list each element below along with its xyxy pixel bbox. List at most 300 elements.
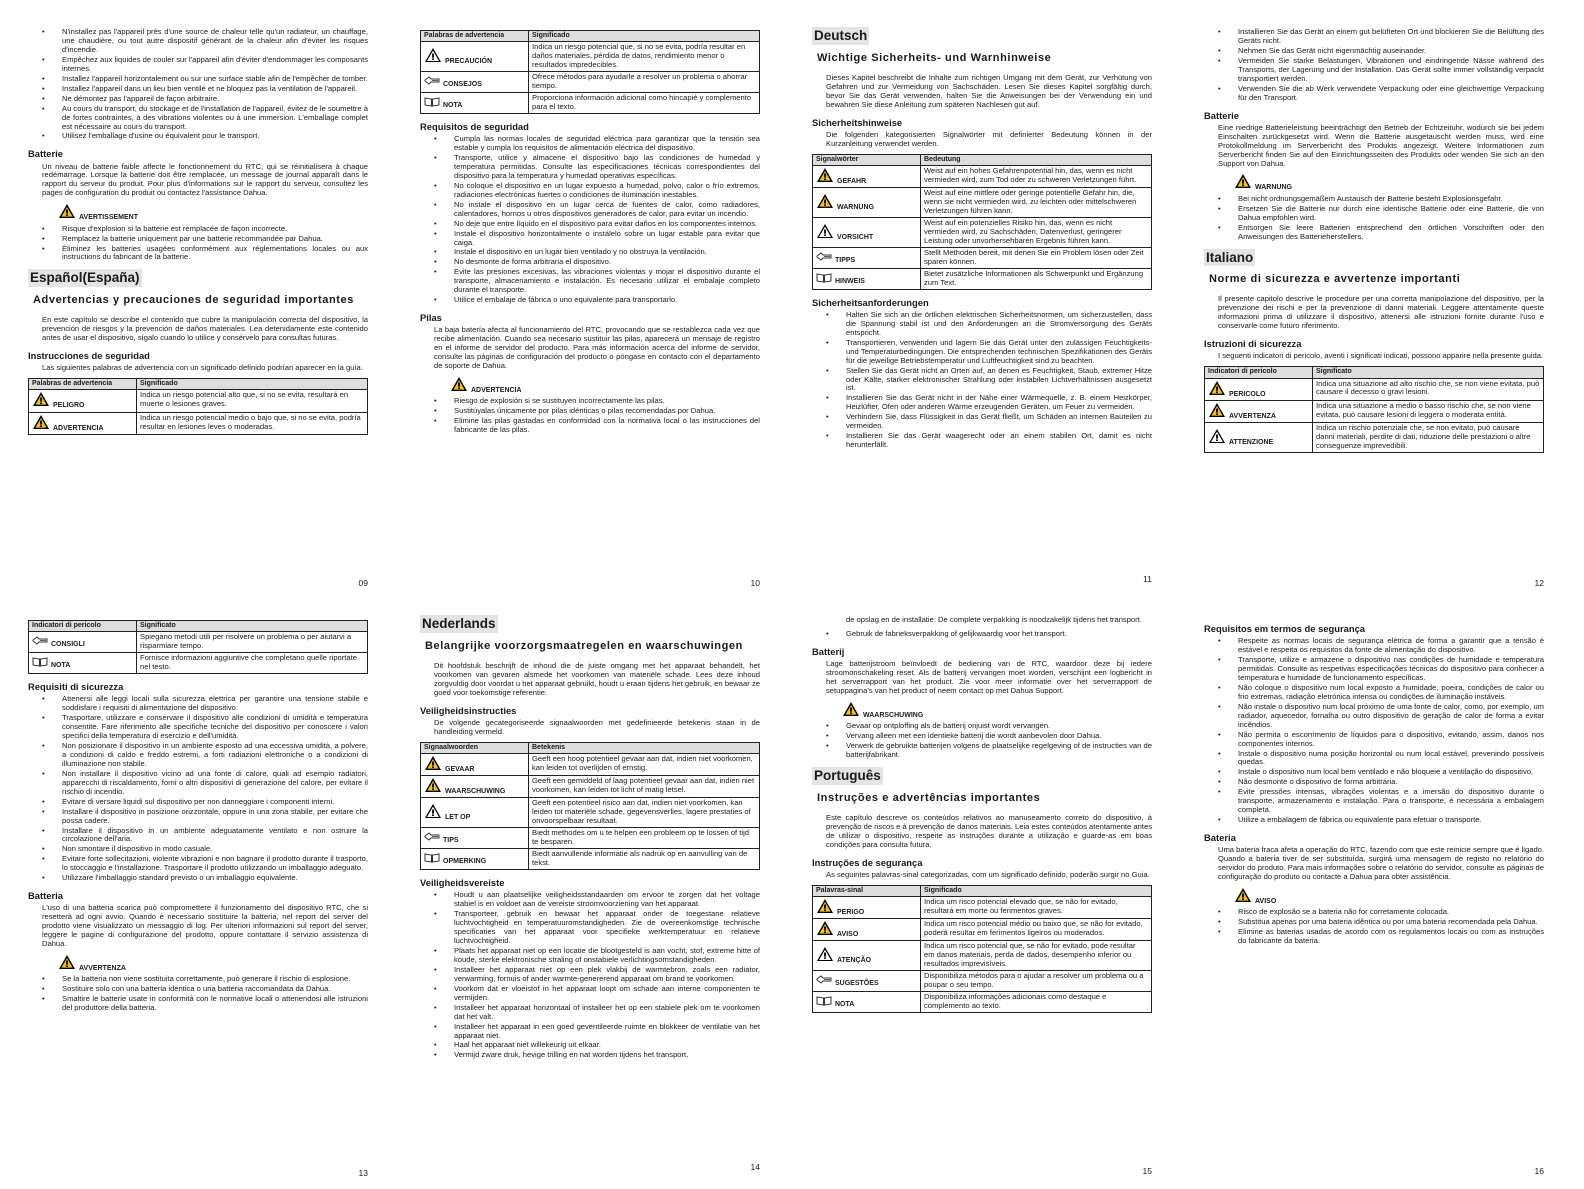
bullet-list <box>420 135 760 305</box>
signal-word-label: WAARSCHUWING <box>445 788 506 796</box>
danger-icon <box>816 898 834 917</box>
signal-word <box>816 898 917 917</box>
list-item: • Elimine las pilas gastadas en conformidad con la normativa local o las instrucciones del fabricante de las pilas. <box>420 417 760 435</box>
signal-word <box>32 635 133 649</box>
header-signal-word: Palabras de advertencia <box>29 379 137 390</box>
tips-icon <box>424 831 440 845</box>
list-item: • N'installez pas l'appareil près d'une source de chaleur telle qu'un radiateur, un chauffage, une chaudière, ou tout autre dispositif générant de la chaleur afin d'éviter les risques d'incendie. <box>28 28 368 55</box>
list-item: • No desmonte de forma arbitraria el dispositivo. <box>420 258 760 267</box>
list-item: • Installieren Sie das Gerät an einem gut belüfteten Ort und blockieren Sie die Belüftung des Geräts nicht. <box>1204 28 1544 46</box>
chapter-title: Norme di sicurezza e avvertenze importanti <box>1209 273 1461 286</box>
section-heading: Requisitos em termos de segurança <box>1204 623 1365 634</box>
header-meaning: Significado <box>529 31 760 42</box>
page-11 <box>812 24 1152 584</box>
bullet-list <box>28 695 368 883</box>
signal-word <box>816 272 917 286</box>
table-row <box>813 919 1152 941</box>
section-heading: Batteria <box>28 890 63 902</box>
list-item: • Installez l'appareil dans un lieu bien ventilé et ne bloquez pas la ventilation de l'appareil. <box>28 85 368 94</box>
paragraph: Il presente capitolo descrive le procedure per una corretta manipolazione del dispositivo, per la prevenzione dei rischi e per la prevenzione di danni materiali. Leggere attentamente queste informazioni prima di utilizzare il dispositivo, attenersi alle istruzioni fornite durante l'uso e conservarle come futuro riferimento. <box>1218 294 1544 331</box>
signal-word-cell <box>421 93 529 114</box>
signal-word <box>424 47 525 66</box>
list-item: • No deje que entre líquido en el dispositivo para evitar daños en los componentes internos. <box>420 220 760 229</box>
page-16 <box>1204 616 1544 1176</box>
table-row <box>421 828 760 849</box>
signal-word <box>424 777 525 796</box>
meaning-cell: Weist auf ein potenzielles Risiko hin, das, wenn es nicht vermieden wird, zu Sachschäden, Datenverlust, geringerer Leistung oder unvorhersehbaren Ergebnis führen kann. <box>921 218 1152 248</box>
section-heading: Pilas <box>420 312 442 324</box>
list-item: • Verwenden Sie die ab Werk verwendete Verpackung oder eine gleichwertige Verpackung für den Transport. <box>1204 85 1544 103</box>
section-heading: Batterie <box>1204 109 1239 121</box>
tips-icon <box>424 75 440 89</box>
meaning-cell: Bietet zusätzliche Informationen als Schwerpunkt und Ergänzung zum Text. <box>921 268 1152 289</box>
list-item: • Ersetzen Sie die Batterie nur durch eine identische Batterie oder eine Batterie, die von Dahua empfohlen wird. <box>1204 205 1544 223</box>
list-item: • Houdt u aan plaatselijke veiligheidsstandaarden om ervoor te zorgen dat het voltage stabiel is en voldoet aan de vereiste stroomvoorziening van het apparaat. <box>420 891 760 909</box>
signal-word-table <box>812 885 1152 1013</box>
signal-word-cell <box>29 412 137 434</box>
meaning-cell: Indica una situazione a medio o basso rischio che, se non viene evitata, può causare lesioni di leggera o moderata entità. <box>1313 400 1544 422</box>
paragraph: I seguenti indicatori di pericolo, aventi i significati indicati, possono apparire nella presente guida. <box>1218 351 1544 361</box>
section-heading: Sicherheitsanforderungen <box>812 296 929 308</box>
signal-word <box>1208 380 1309 399</box>
list-item: • Verhindern Sie, dass Flüssigkeit in das Gerät fließt, um Schäden an internen Bauteilen zu vermeiden. <box>812 413 1152 431</box>
header-meaning: Betekenis <box>529 742 760 753</box>
paragraph: Dit hoofdstuk beschrijft de inhoud die de juiste omgang met het apparaat behandelt, het voorkomen van gevaren alsmede het voorkomen van materiële schade. Lees deze inhoud zorgvuldig door voordat u het apparaat gebruikt, houdt u eraan tijdens het gebruik, en bewaar ze goed voor toekomstige referentie. <box>434 660 760 697</box>
signal-word-table <box>1204 366 1544 453</box>
table-row <box>813 971 1152 992</box>
language-heading-row <box>1204 246 1544 272</box>
meaning-cell: Proporciona información adicional como hincapié y complemento para el texto. <box>529 93 760 114</box>
table-row <box>421 753 760 775</box>
warning-icon <box>816 193 834 212</box>
list-item: • Instale el dispositivo en un lugar bien ventilado y no obstruya la ventilación. <box>420 248 760 257</box>
caution-icon <box>424 47 442 66</box>
page-number: 15 <box>1142 1165 1152 1176</box>
list-item: • Evitare forte sollecitazioni, violente vibrazioni e non bagnare il prodotto durante il trasporto, lo stoccaggio e l'installazione. Trasportare il prodotto utilizzando un imballaggio adeguato. <box>28 855 368 873</box>
list-item: • Instale el dispositivo horizontalmente o instálelo sobre un lugar estable para evitar que caiga. <box>420 230 760 248</box>
signal-word-label: PERIGO <box>837 908 865 916</box>
language-heading-row <box>28 266 368 292</box>
list-item: • Empêchez aux liquides de couler sur l'appareil afin d'éviter d'endommager les composants internes. <box>28 56 368 74</box>
paragraph: Las siguientes palabras de advertencia con un significado definido podrían aparecer en la guía. <box>42 363 363 373</box>
bullet-list <box>1204 28 1544 103</box>
header-signal-word: Palavras-sinal <box>813 885 921 896</box>
list-item: • Non smontare il dispositivo in modo casuale. <box>28 845 368 854</box>
table-row <box>421 798 760 828</box>
list-item: • Utilice el embalaje de fábrica o uno equivalente para transportarlo. <box>420 296 760 305</box>
signal-word <box>424 755 525 774</box>
page-14 <box>420 612 760 1172</box>
signal-word-cell <box>813 896 921 918</box>
signal-word-label: TIPPS <box>835 256 856 264</box>
meaning-cell: Fornisce informazioni aggiuntive che completano quelle riportate nel testo. <box>137 653 368 674</box>
paragraph: La baja batería afecta al funcionamiento del RTC, provocando que se restablezca cada vez que recibe alimentación. Cuando sea necesario sustituir las pilas, aparecerá un mensaje de registro en el informe de servidor del producto. Para más información acerca del informe de servidor, consulte las páginas de configuración del producto o póngase en contacto con el departamento de soporte de Dahua. <box>434 325 760 371</box>
warning-callout <box>842 701 1152 720</box>
list-item: • Utilisez l'emballage d'usine ou équivalent pour le transport. <box>28 132 368 141</box>
list-item: • Remplacez la batterie uniquement par une batterie recommandée par Dahua. <box>28 235 368 244</box>
bullet-list <box>1204 908 1544 946</box>
language-heading: Português <box>814 767 881 783</box>
paragraph: L'uso di una batteria scarica può compromettere il funzionamento del dispositivo RTC, che si resetterà ad ogni avvio. Quando è necessario sostituire la batteria, nel report del server del prodotto viene visualizzato un messaggio di log. Per ulteriori informazioni sul report del server, leggere le pagine di configurazione del prodotto, oppure contattare il servizio assistenza di Dahua. <box>42 903 368 949</box>
table-row <box>29 412 368 434</box>
signal-word-cell <box>421 798 529 828</box>
list-item: • Installieren Sie das Gerät waagerecht oder an einem stabilen Ort, damit es nicht herunterfällt. <box>812 432 1152 450</box>
header-meaning: Significado <box>921 885 1152 896</box>
signal-word-label: ATENÇÃO <box>837 957 872 965</box>
table-row <box>813 188 1152 218</box>
list-item: • Au cours du transport, du stockage et de l'installation de l'appareil, évitez de le soumettre à de fortes contraintes, à des vibrations violentes ou à une immersion. L'emballage complet est nécessaire au cours du transport. <box>28 105 368 132</box>
list-item: • Instale o dispositivo num local bem ventilado e não bloqueie a ventilação do dispositivo. <box>1204 768 1544 777</box>
warning-callout <box>1234 173 1544 192</box>
page-body <box>1204 623 1544 946</box>
page-body <box>420 30 760 435</box>
signal-word-cell <box>813 941 921 971</box>
signal-word-label: ATTENZIONE <box>1229 438 1274 446</box>
list-item: • Cumpla las normas locales de seguridad eléctrica para garantizar que la tensión sea estable y cumpla los requisitos de alimentación eléctrica del dispositivo. <box>420 135 760 153</box>
warning-icon <box>450 376 468 395</box>
language-heading-row <box>812 24 1152 50</box>
list-item: • Plaats het apparaat niet op een locatie die blootgesteld is aan vocht, stof, extreme hitte of koude, sterke elektronische straling of onstabiele verlichtingsomstandigheden. <box>420 947 760 965</box>
signal-word-cell <box>29 390 137 412</box>
list-item: • Trasportare, utilizzare e conservare il dispositivo alle condizioni di umidità e temperatura consentite. Fare riferimento alle specifiche tecniche del dispositivo per conoscere i valori specifici della temperatura di esercizio e dell'umidità. <box>28 714 368 741</box>
language-heading-row <box>420 612 760 638</box>
list-item: • Ne démontez pas l'appareil de façon arbitraire. <box>28 95 368 104</box>
signal-word-label: HINWEIS <box>835 277 865 285</box>
list-item: • Installez l'appareil horizontalement ou sur une surface stable afin de l'empêcher de tomber. <box>28 75 368 84</box>
paragraph: Dieses Kapitel beschreibt die Inhalte zum richtigen Umgang mit dem Gerät, zur Verhütung von Gefahren und zur Vermeidung von Sachschäden. Lesen Sie dieses Kapitel sorgfältig durch, bevor Sie das Gerät verwenden, halten Sie die Anweisungen bei der Verwendung ein und bewahren Sie diese Anleitung zum späteren Nachlesen gut auf. <box>826 72 1152 109</box>
bullet-list <box>28 225 368 263</box>
signal-word-label: NOTA <box>443 101 463 109</box>
list-item: • Installeer het apparaat niet op een plek vlakbij de warmtebron, zoals een radiator, verwarming, fornuis of ander warmte-genererend apparaat om brand te voorkomen. <box>420 966 760 984</box>
warning-icon <box>58 954 76 973</box>
signal-word-label: AVISO <box>837 931 859 939</box>
table-row <box>813 218 1152 248</box>
warning-callout <box>58 954 368 973</box>
list-item: • Vermijd zware druk, hevige trilling en nat worden tijdens het transport, <box>420 1051 760 1060</box>
section-heading: Requisitos de seguridad <box>420 120 529 132</box>
signal-word-cell <box>1205 400 1313 422</box>
caution-icon <box>1208 428 1226 447</box>
signal-word <box>424 831 525 845</box>
page-number: 09 <box>358 577 368 588</box>
page-13 <box>28 618 368 1178</box>
list-item: • Gebruik de fabrieksverpakking of gelijkwaardig voor het transport. <box>812 630 1152 639</box>
signal-word-cell <box>29 653 137 674</box>
signal-word-cell <box>813 919 921 941</box>
warning-label: ADVERTENCIA <box>471 387 522 395</box>
table-header-row <box>1205 367 1544 378</box>
meaning-cell: Indica un rischio potenziale che, se non evitato, può causare danni materiali, perdite di dati, riduzione delle prestazioni o altre conseguenze imprevedibili. <box>1313 423 1544 453</box>
list-item: • Riesgo de explosión si se sustituyen incorrectamente las pilas. <box>420 397 760 406</box>
table-row <box>29 632 368 653</box>
page-body <box>1204 28 1544 453</box>
signal-word <box>424 803 525 822</box>
signal-word <box>816 974 917 988</box>
signal-word-label: VORSICHT <box>837 233 874 241</box>
warning-icon <box>1234 173 1252 192</box>
list-item: • Risque d'explosion si la batterie est remplacée de façon incorrecte. <box>28 225 368 234</box>
list-item: • Entsorgen Sie leere Batterien entsprechend den örtlichen Vorschriften oder den Anweisungen des Batterieherstellers. <box>1204 224 1544 242</box>
signal-word-label: ADVERTENCIA <box>53 424 104 432</box>
signal-word <box>32 656 133 670</box>
bullet-list <box>28 975 368 1013</box>
signal-word <box>816 223 917 242</box>
signal-word <box>32 391 133 410</box>
list-item: • Bei nicht ordnungsgemäßem Austausch der Batterie besteht Explosionsgefahr. <box>1204 195 1544 204</box>
list-item: • Vervang alleen met een identieke batterij die wordt aanbevolen door Dahua. <box>812 732 1152 741</box>
signal-word-label: WARNUNG <box>837 204 874 211</box>
paragraph: En este capítulo se describe el contenido que cubre la manipulación correcta del dispositivo, la prevención de riesgos y la prevención de daños materiales. Lea detenidamente este contenido antes de usar el dispositivo, sígalo cuando lo utilice y consérvelo para consultas futuras. <box>42 315 368 343</box>
section-heading: Sicherheitshinweise <box>812 116 903 128</box>
page-body <box>812 616 1152 1013</box>
table-row <box>421 42 760 72</box>
list-item: • Installeer het apparaat horizontaal of installeer het op een stabiele plek om te voorkomen dat het valt. <box>420 1004 760 1022</box>
section-heading: Batterij <box>812 645 845 657</box>
signal-word-label: NOTA <box>835 1000 855 1008</box>
table-row <box>29 653 368 674</box>
header-signal-word: Signaalwoorden <box>421 742 529 753</box>
list-item: • Halten Sie sich an die örtlichen elektrischen Sicherheitsnormen, um sicherzustellen, dass die Spannung stabil ist und den Anforderungen an die Stromversorgung des Geräts entspricht. <box>812 311 1152 338</box>
note-icon <box>424 96 440 110</box>
signal-word-cell <box>421 776 529 798</box>
list-item: • Attenersi alle leggi locali sulla sicurezza elettrica per garantire una tensione stabile e soddisfare i requisiti di alimentazione del dispositivo. <box>28 695 368 713</box>
list-item: • Instale o dispositivo numa posição horizontal ou num local estável, prevenindo possíveis quedas. <box>1204 750 1544 768</box>
meaning-cell: Disponibiliza informações adicionais como destaque e complemento ao texto. <box>921 992 1152 1013</box>
table-header-row <box>29 621 368 632</box>
meaning-cell: Biedt methodes om u te helpen een probleem op te lossen of tijd te besparen. <box>529 828 760 849</box>
list-item: • Installare il dispositivo in un ambiente adeguatamente ventilato e non ostruire la circolazione dell'aria. <box>28 827 368 845</box>
list-item: • No coloque el dispositivo en un lugar expuesto a humedad, polvo, calor o frío extremos, radiaciones electrónicas fuertes o condiciones de iluminación inestables. <box>420 182 760 200</box>
signal-word-label: GEFAHR <box>837 177 867 185</box>
meaning-cell: Weist auf eine mittlere oder geringe potentielle Gefahr hin, die, wenn sie nicht vermieden wird, zu leichten oder mittelschweren Verletzungen führen kann. <box>921 188 1152 218</box>
warning-callout <box>450 376 760 395</box>
table-row <box>813 896 1152 918</box>
note-icon <box>816 995 832 1009</box>
warning-label: AVERTISSEMENT <box>79 214 138 222</box>
meaning-cell: Stellt Methoden bereit, mit denen Sie ein Problem lösen oder Zeit sparen können. <box>921 247 1152 268</box>
signal-word-cell <box>29 632 137 653</box>
table-header-row <box>421 31 760 42</box>
meaning-cell: Indica um risco potencial médio ou baixo que, se não for evitado, poderá resultar em ferimentos ligeiros ou moderados. <box>921 919 1152 941</box>
warning-label: WARNUNG <box>1255 184 1292 192</box>
section-heading: Bateria <box>1204 832 1236 844</box>
list-item: • Haal het apparaat niet willekeurig uit elkaar. <box>420 1041 760 1050</box>
list-item: • Respeite as normas locais de segurança elétrica de forma a garantir que a tensão é estável e respeita os requisitos da fonte de alimentação do dispositivo. <box>1204 637 1544 655</box>
signal-word-table <box>28 378 368 435</box>
header-signal-word: Indicatori di pericolo <box>1205 367 1313 378</box>
signal-word-label: TIPS <box>443 837 459 845</box>
page-09 <box>28 28 368 588</box>
warning-icon <box>32 414 50 433</box>
bullet-list <box>420 891 760 1060</box>
signal-word-cell <box>813 218 921 248</box>
signal-word-cell <box>813 165 921 187</box>
list-item: • Non installare il dispositivo vicino ad una fonte di calore, quali ad esempio radiatori, apparecchi di riscaldamento, forni o altri dispositivi di generazione del calore, per evitare il rischio di incendio. <box>28 770 368 797</box>
header-signal-word: Indicatori di pericolo <box>29 621 137 632</box>
table-header-row <box>813 154 1152 165</box>
header-signal-word: Signalwörter <box>813 154 921 165</box>
list-item: • Smaltire le batterie usate in conformità con le normative locali o attenendosi alle istruzioni del produttore della batteria. <box>28 995 368 1013</box>
signal-word-cell <box>813 971 921 992</box>
list-item: • Transporteer, gebruik en bewaar het apparaat onder de toegestane relatieve luchtvochtigheid en temperatuuromstandigheden. Zie de overeenkomstige technische specificaties van het apparaat voor specifieke werktemperatuur en relatieve luchtvochtigheid. <box>420 910 760 946</box>
note-icon <box>816 272 832 286</box>
meaning-cell: Geeft een hoog potentieel gevaar aan dat, indien niet voorkomen, kan leiden tot overlijden of ernstig. <box>529 753 760 775</box>
list-item: • Evite las presiones excesivas, las vibraciones violentas y mojar el dispositivo durante el transporte, almacenamiento e instalación. Es necesario utilizar el embalaje completo durante el transporte. <box>420 268 760 295</box>
list-item: • Transporte, utilice y almacene el dispositivo bajo las condiciones de humedad y temperatura permitidas. Consulte las especificaciones técnicas correspondientes del dispositivo para la temperatura y humedad operativas específicas. <box>420 154 760 181</box>
bullet-list <box>812 630 1152 639</box>
signal-word-table <box>420 742 760 870</box>
signal-word <box>816 920 917 939</box>
chapter-title: Advertencias y precauciones de seguridad importantes <box>33 294 354 307</box>
page-number: 10 <box>750 577 760 588</box>
warning-icon <box>816 920 834 939</box>
note-icon <box>424 852 440 866</box>
list-item: • Transporte, utilize e armazene o dispositivo nas condições de humidade e temperatura permitidas. Consulte as respetivas especificações técnicas do dispositivo para conhecer a temperatura e humidade de funcionamento específicas. <box>1204 656 1544 683</box>
signal-word-cell <box>421 753 529 775</box>
list-item: • Sustitúyalas únicamente por pilas idénticas o pilas recomendadas por Dahua. <box>420 407 760 416</box>
caution-icon <box>424 803 442 822</box>
page-number: 13 <box>358 1167 368 1178</box>
language-heading: Español(España) <box>30 270 140 286</box>
danger-icon <box>424 755 442 774</box>
table-header-row <box>421 742 760 753</box>
warning-callout <box>1234 887 1544 906</box>
signal-word-label: OPMERKING <box>443 858 487 866</box>
bullet-list <box>1204 195 1544 242</box>
list-item: • Installare il dispositivo in posizione orizzontale, oppure in una zona stabile, per evitare che possa cadere. <box>28 808 368 826</box>
page-number: 16 <box>1534 1165 1544 1176</box>
list-item: • Vermeiden Sie starke Belastungen, Vibrationen und eindringende Nässe während des Transports, der Lagerung und der Installation. Das Gerät sollte immer vollständig verpackt transportiert werden. <box>1204 57 1544 84</box>
signal-word-label: PELIGRO <box>53 402 85 410</box>
warning-label: AVISO <box>1255 898 1277 906</box>
signal-word-cell <box>813 188 921 218</box>
chapter-title: Wichtige Sicherheits- und Warnhinweise <box>817 51 1052 64</box>
signal-word <box>816 193 917 212</box>
page-15 <box>812 616 1152 1176</box>
signal-word <box>816 995 917 1009</box>
list-item: • Stellen Sie das Gerät nicht an Orten auf, an denen es Feuchtigkeit, Staub, extremer Hitze oder Kälte, starker elektronischer Strahlung oder instabilen Lichtverhältnissen ausgesetzt ist. <box>812 367 1152 394</box>
bullet-list <box>1204 637 1544 825</box>
list-item: • Nehmen Sie das Gerät nicht eigenmächtig auseinander. <box>1204 47 1544 56</box>
signal-word-cell <box>813 268 921 289</box>
list-item: • Evitare di versare liquidi sul dispositivo per non danneggiare i componenti interni. <box>28 798 368 807</box>
signal-word-cell <box>421 72 529 93</box>
signal-word-cell <box>1205 378 1313 400</box>
warning-icon <box>842 701 860 720</box>
paragraph: Este capítulo descreve os conteúdos relativos ao manuseamento correto do dispositivo, à prevenção de riscos e à prevenção de danos materiais. Leia estes conteúdos atentamente antes de utilizar o dispositivo, respeite as instruções durante a utilização e guarde-as em boas condições para consulta futura. <box>826 812 1152 849</box>
warning-label: AVVERTENZA <box>79 965 126 973</box>
section-heading: Instrucciones de seguridad <box>28 350 150 362</box>
list-item: • Transportieren, verwenden und lagern Sie das Gerät unter den zulässigen Feuchtigkeits- und Temperaturbedingungen. Die entsprechenden technischen Spezifikationen des Geräts für die jeweilige Betriebstemperatur und Luftfeuchtigkeit sind zu beachten. <box>812 339 1152 366</box>
header-meaning: Significato <box>1313 367 1544 378</box>
signal-word-cell <box>813 247 921 268</box>
meaning-cell: Indica un riesgo potencial que, si no se evita, podría resultar en daños materiales, pérdida de datos, rendimiento menor o resultados impredecibles. <box>529 42 760 72</box>
list-item: • Verwerk de gebruikte batterijen volgens de plaatselijke regelgeving of de instructies van de batterijfabrikant. <box>812 742 1152 760</box>
list-item: • Sostituire solo con una batteria identica o una batteria raccomandata da Dahua. <box>28 985 368 994</box>
table-row <box>1205 423 1544 453</box>
signal-word-label: PERICOLO <box>1229 390 1266 398</box>
meaning-cell: Geeft een gemiddeld of laag potentieel gevaar aan dat, indien niet voorkomen, kan leiden tot licht of matig letsel. <box>529 776 760 798</box>
danger-icon <box>1208 380 1226 399</box>
signal-word-label: AVVERTENZA <box>1229 412 1276 420</box>
tips-icon <box>816 974 832 988</box>
warning-icon <box>58 203 76 222</box>
list-item: • Não permita o escorrimento de líquidos para o dispositivo, evitando, assim, danos nos componentes internos. <box>1204 731 1544 749</box>
section-heading: Batterie <box>28 148 63 160</box>
signal-word-label: NOTA <box>51 661 71 669</box>
caution-icon <box>816 946 834 965</box>
header-meaning: Significato <box>137 621 368 632</box>
danger-icon <box>816 167 834 186</box>
bullet-list <box>812 311 1152 450</box>
page-body <box>812 24 1152 450</box>
table-header-row <box>813 885 1152 896</box>
tips-icon <box>816 251 832 265</box>
meaning-cell: Indica un riesgo potencial medio o bajo que, si no se evita, podría resultar en lesiones leves o moderadas. <box>137 412 368 434</box>
paragraph: Uma bateria fraca afeta a operação do RTC, fazendo com que este reinicie sempre que é ligado. Quando a bateria tiver de ser substituída, surgirá uma mensagem de registo no relatório do servidor do produto. Para mais informações sobre o relatório do servidor, consulte as páginas de configuração do produto ou contacte a Dahua para obter assistência. <box>1218 845 1544 882</box>
paragraph: As seguintes palavras-sinal categorizadas, com um significado definido, poderão surgir no Guia. <box>826 869 1150 879</box>
meaning-cell: Indica un riesgo potencial alto que, si no se evita, resultará en muerte o lesiones graves. <box>137 390 368 412</box>
table-row <box>421 776 760 798</box>
signal-word-cell <box>421 849 529 870</box>
page-number: 11 <box>1143 573 1152 584</box>
tips-icon <box>32 635 48 649</box>
signal-word-table <box>812 154 1152 290</box>
signal-word <box>816 946 917 965</box>
bullet-list <box>28 28 368 141</box>
meaning-cell: Indica um risco potencial que, se não for evitado, pode resultar em danos materiais, perda de dados, desempenho inferior ou resultados imprevisíveis. <box>921 941 1152 971</box>
table-row <box>421 93 760 114</box>
header-meaning: Bedeutung <box>921 154 1152 165</box>
section-heading: Veiligheidsvereiste <box>420 877 505 889</box>
paragraph: Die folgenden kategorisierten Signalwörter mit definierter Bedeutung können in der Kurzanleitung verwendet werden. <box>826 129 1152 148</box>
caution-icon <box>816 223 834 242</box>
page-12 <box>1204 28 1544 588</box>
signal-word-label: PRECAUCIÓN <box>445 58 493 66</box>
chapter-title: Belangrijke voorzorgsmaatregelen en waarschuwingen <box>425 639 743 652</box>
paragraph: Un niveau de batterie faible affecte le fonctionnement du RTC, qui se réinitialisera à chaque redémarrage. Lorsque la batterie doit être remplacée, un message de journal apparaît dans le rapport du serveur du produit. Pour plus d'informations sur le rapport du serveur, consultez les pages de configuration du produit ou contactez l'assistance Dahua. <box>42 161 368 198</box>
header-signal-word: Palabras de advertencia <box>421 31 529 42</box>
meaning-cell: Geeft een potentieel risico aan dat, indien niet voorkomen, kan leiden tot materiële schade, gegevensverlies, lagere prestaties of onvoorspelbaar resultaat. <box>529 798 760 828</box>
page-body <box>420 612 760 1060</box>
signal-word <box>424 96 525 110</box>
warning-icon <box>1208 402 1226 421</box>
table-row <box>813 268 1152 289</box>
meaning-cell: Indica um risco potencial elevado que, se não for evitado, resultará em morte ou ferimentos graves. <box>921 896 1152 918</box>
table-row <box>1205 378 1544 400</box>
table-row <box>1205 400 1544 422</box>
paragraph-continued: de opslag en de installatie. De complete verpakking is noodzakelijk tijdens het transport. <box>846 616 1142 624</box>
chapter-title: Instruções e advertências importantes <box>817 791 1041 804</box>
signal-word <box>1208 428 1309 447</box>
section-heading: Veiligheidsinstructies <box>420 704 517 716</box>
signal-word-table <box>28 620 368 674</box>
signal-word-table <box>420 30 760 114</box>
signal-word-label: GEVAAR <box>445 765 475 773</box>
signal-word-cell <box>421 828 529 849</box>
table-row <box>29 390 368 412</box>
bullet-list <box>812 722 1152 760</box>
danger-icon <box>32 391 50 410</box>
signal-word-cell <box>813 992 921 1013</box>
list-item: • Risco de explosão se a bateria não for corretamente colocada. <box>1204 908 1544 917</box>
language-heading: Deutsch <box>814 28 868 43</box>
signal-word <box>816 251 917 265</box>
list-item: • Não desmonte o dispositivo de forma arbitrária. <box>1204 778 1544 787</box>
list-item: • Substitua apenas por uma bateria idêntica ou por uma bateria recomendada pela Dahua. <box>1204 918 1544 927</box>
signal-word-label: SUGESTÕES <box>835 980 879 988</box>
bullet-list <box>420 397 760 435</box>
